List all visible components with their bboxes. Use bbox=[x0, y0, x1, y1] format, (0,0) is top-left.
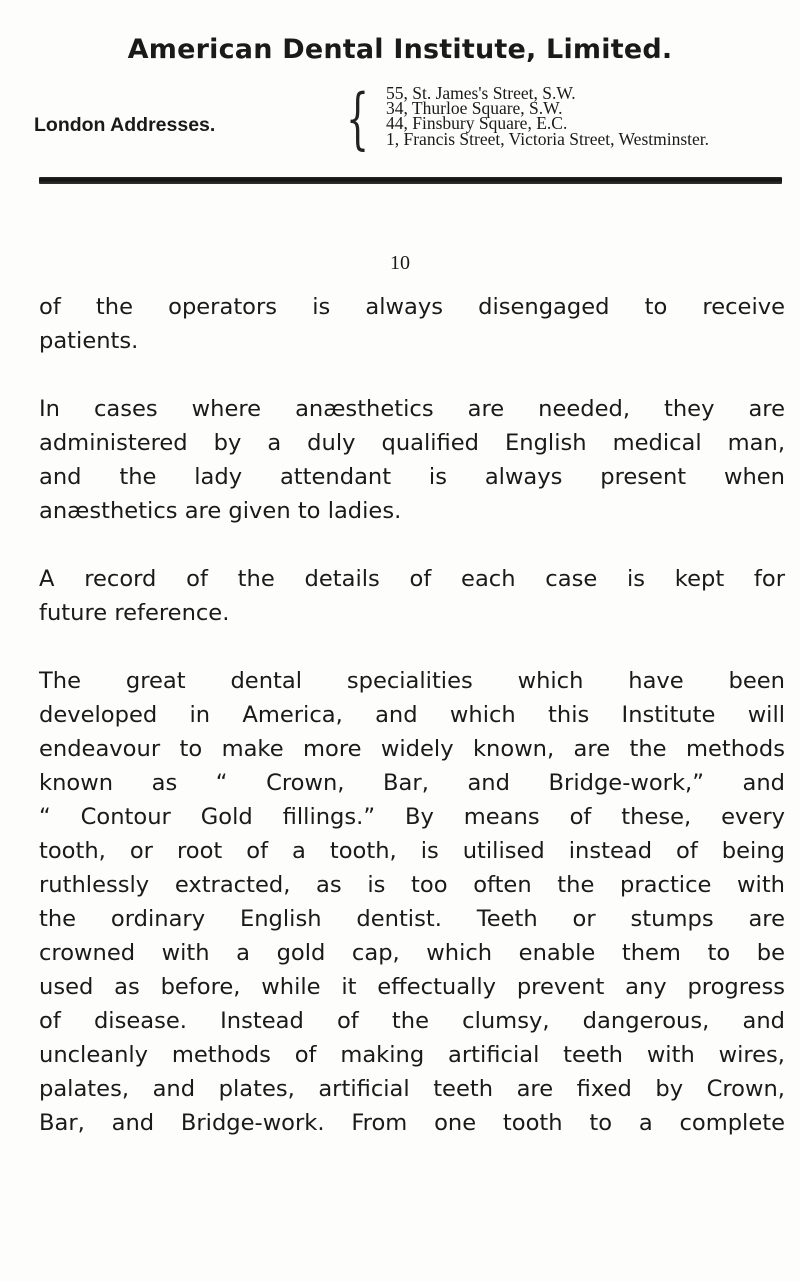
page-number: 10 bbox=[390, 252, 410, 274]
text-line: Bar, and Bridge-work. From one tooth to a complete bbox=[39, 1110, 785, 1136]
address-line: 1, Francis Street, Victoria Street, Westminster. bbox=[386, 128, 710, 149]
text-line: palates, and plates, artificial teeth are fixed by Crown, bbox=[39, 1076, 785, 1102]
text-line: of the operators is always disengaged to receive bbox=[39, 294, 785, 320]
text-line: The great dental specialities which have been bbox=[39, 668, 785, 694]
address-list bbox=[386, 83, 710, 149]
paragraph bbox=[39, 290, 785, 358]
paragraph bbox=[39, 664, 785, 1140]
text-line: A record of the details of each case is kept for bbox=[39, 566, 785, 592]
letterhead-title: American Dental Institute, Limited. bbox=[127, 34, 673, 65]
text-line: patients. bbox=[39, 328, 139, 354]
text-line: used as before, while it effectually prevent any progress bbox=[39, 974, 785, 1000]
addresses-label: London Addresses. bbox=[34, 114, 216, 136]
paragraph bbox=[39, 562, 785, 630]
address-line: 55, St. James's Street, S.W. bbox=[386, 83, 576, 103]
text-line: ruthlessly extracted, as is too often the practice with bbox=[39, 872, 785, 898]
body-text bbox=[39, 290, 785, 1174]
text-line: In cases where anæsthetics are needed, they are bbox=[39, 396, 785, 422]
paragraph bbox=[39, 392, 785, 528]
text-line: tooth, or root of a tooth, is utilised instead of being bbox=[39, 838, 785, 864]
text-line: known as “ Crown, Bar, and Bridge-work,” and bbox=[39, 770, 785, 796]
address-line: 34, Thurloe Square, S.W. bbox=[386, 98, 563, 119]
text-line: uncleanly methods of making artificial teeth with wires, bbox=[39, 1042, 785, 1068]
text-line: crowned with a gold cap, which enable them to be bbox=[39, 940, 785, 966]
text-line: developed in America, and which this Institute will bbox=[39, 702, 785, 728]
text-line: of disease. Instead of the clumsy, dangerous, and bbox=[39, 1008, 785, 1034]
text-line: future reference. bbox=[39, 600, 230, 626]
text-line: the ordinary English dentist. Teeth or stumps are bbox=[39, 906, 785, 932]
text-line: endeavour to make more widely known, are the methods bbox=[39, 736, 785, 762]
text-line: anæsthetics are given to ladies. bbox=[39, 498, 402, 524]
header-rule bbox=[39, 177, 782, 184]
text-line: and the lady attendant is always present when bbox=[39, 464, 785, 490]
brace-glyph: { bbox=[346, 80, 370, 157]
address-line: 44, Finsbury Square, E.C. bbox=[386, 113, 568, 134]
text-line: “ Contour Gold fillings.” By means of these, every bbox=[39, 804, 785, 830]
text-line: administered by a duly qualified English medical man, bbox=[39, 430, 785, 456]
